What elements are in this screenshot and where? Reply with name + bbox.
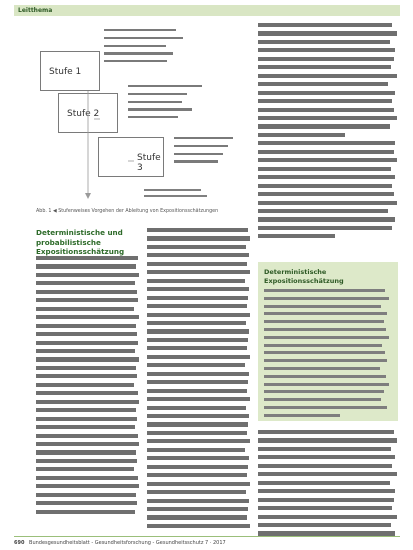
stage-label-1: Stufe 1: [49, 67, 82, 77]
right-column-text-top: [258, 23, 398, 243]
page-footer: [14, 540, 226, 546]
page-number: 690: [14, 540, 25, 546]
right-column-text-bottom: [258, 430, 398, 540]
left-column-text: [36, 256, 140, 518]
figure-note: [144, 189, 210, 201]
info-box-text: [264, 289, 390, 422]
middle-column-text: [147, 228, 251, 532]
figure-caption: Abb. 1 ◀ Stufenweises Vorgehen der Ableitung von Expositionsschätzungen: [36, 209, 219, 214]
section-header-bar: [14, 5, 400, 16]
info-box: [258, 262, 398, 421]
section-title: Deterministische und probabilistische Expositionsschätzung: [36, 228, 125, 256]
section-header-label: Leitthema: [18, 7, 53, 14]
footer-rule: [14, 536, 400, 537]
staged-approach-figure: [36, 23, 210, 203]
stage-label-2: Stufe 2: [67, 109, 100, 119]
journal-citation: Bundesgesundheitsblatt - Gesundheitsforschung - Gesundheitsschutz 7 · 2017: [29, 540, 226, 546]
figure-arrows: [36, 23, 210, 203]
info-box-title: Deterministische Expositionsschätzung: [264, 268, 344, 285]
stage-label-3: Stufe 3: [137, 153, 161, 173]
